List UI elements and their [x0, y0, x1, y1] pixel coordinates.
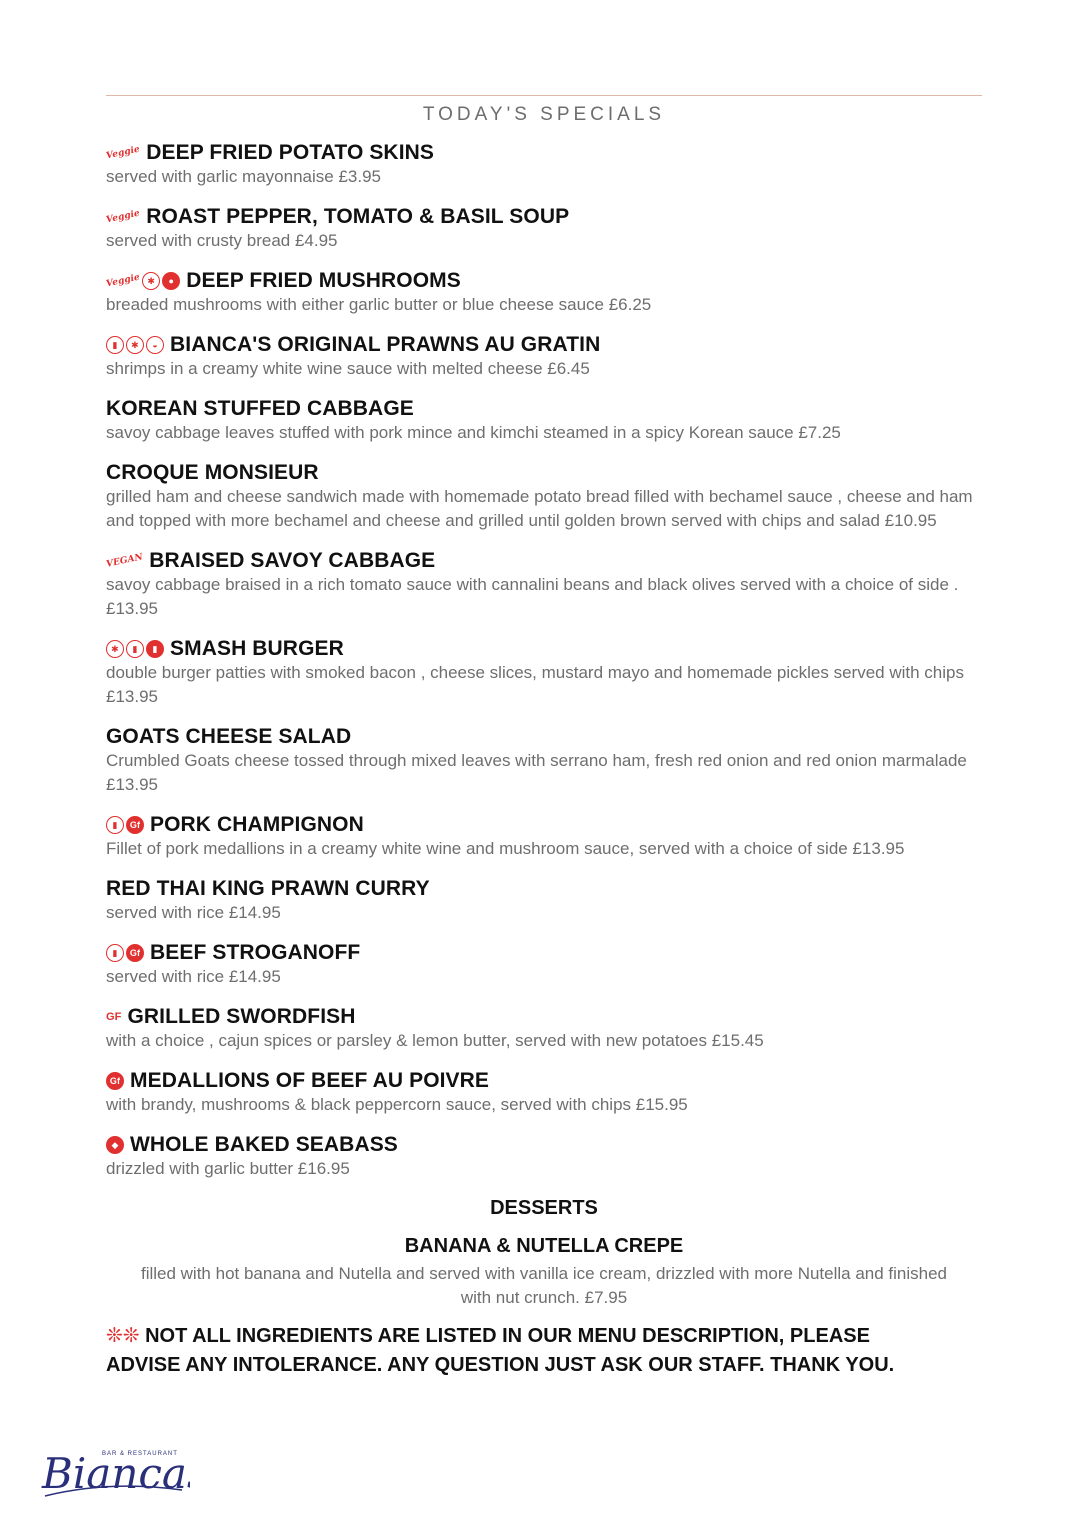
crustacean-icon: ◒ [146, 336, 164, 354]
item-description: breaded mushrooms with either garlic butter or blue cheese sauce £6.25 [106, 295, 652, 314]
item-title: DEEP FRIED MUSHROOMS [186, 269, 461, 292]
logo-tagline: BAR & RESTAURANT [102, 1451, 178, 1457]
item-title: BEEF STROGANOFF [150, 941, 361, 964]
menu-item [106, 1067, 976, 1117]
mustard-icon: ▮ [146, 640, 164, 658]
menu-item [106, 875, 976, 925]
item-title: BRAISED SAVOY CABBAGE [149, 549, 436, 572]
gluten-free-icon: Gf [126, 944, 144, 962]
item-description: Crumbled Goats cheese tossed through mixed leaves with serrano ham, fresh red onion and red onion marmalade £13.95 [106, 751, 967, 794]
allergen-notice [106, 1322, 906, 1380]
menu-item [106, 1131, 976, 1181]
gluten-free-icon: Gf [106, 1072, 124, 1090]
gluten-free-icon: GF [106, 1011, 122, 1023]
menu-item [106, 811, 976, 861]
item-description: savoy cabbage leaves stuffed with pork mince and kimchi steamed in a spicy Korean sauce £7.25 [106, 423, 841, 442]
asterisk-icon: ❊❊ [106, 1325, 140, 1347]
item-description: Fillet of pork medallions in a creamy white wine and mushroom sauce, served with a choice of side £13.95 [106, 839, 905, 858]
menu-item [106, 203, 976, 253]
veggie-icon: Veggie [105, 272, 141, 290]
item-description: served with garlic mayonnaise £3.95 [106, 167, 381, 186]
item-description: served with crusty bread £4.95 [106, 231, 338, 250]
item-description: double burger patties with smoked bacon , cheese slices, mustard mayo and homemade pickles served with chips £13.95 [106, 663, 964, 706]
item-title: GRILLED SWORDFISH [127, 1005, 356, 1028]
menu-item [106, 1003, 976, 1053]
milk-icon: ▮ [106, 336, 124, 354]
item-description: grilled ham and cheese sandwich made with homemade potato bread filled with bechamel sauce , cheese and ham and topped with more bechamel and cheese and grilled until golden brown served with chips and salad £10.95 [106, 487, 973, 530]
item-title: RED THAI KING PRAWN CURRY [106, 877, 430, 900]
menu-item [106, 547, 976, 621]
menu-item [106, 723, 976, 797]
gluten-icon: ✱ [126, 336, 144, 354]
dessert-title: BANANA & NUTELLA CREPE [404, 1235, 684, 1257]
gluten-icon: ✱ [106, 640, 124, 658]
menu-item [106, 331, 976, 381]
item-title: KOREAN STUFFED CABBAGE [106, 397, 414, 420]
item-description: with brandy, mushrooms & black peppercorn sauce, served with chips £15.95 [106, 1095, 688, 1114]
item-title: ROAST PEPPER, TOMATO & BASIL SOUP [146, 205, 570, 228]
specials-list [106, 139, 976, 1195]
item-description: served with rice £14.95 [106, 967, 281, 986]
desserts-heading: DESSERTS [490, 1197, 598, 1219]
item-title: GOATS CHEESE SALAD [106, 725, 352, 748]
item-description: drizzled with garlic butter £16.95 [106, 1159, 350, 1178]
item-title: BIANCA'S ORIGINAL PRAWNS AU GRATIN [170, 333, 601, 356]
menu-item [106, 139, 976, 189]
fish-icon: ◆ [106, 1136, 124, 1154]
vegan-icon: VEGAN [105, 552, 144, 570]
egg-icon: ● [162, 272, 180, 290]
item-title: CROQUE MONSIEUR [106, 461, 319, 484]
menu-item [106, 939, 976, 989]
milk-icon: ▮ [126, 640, 144, 658]
veggie-icon: Veggie [105, 144, 141, 162]
item-title: MEDALLIONS OF BEEF AU POIVRE [130, 1069, 490, 1092]
milk-icon: ▮ [106, 944, 124, 962]
menu-item [106, 635, 976, 709]
menu-item [106, 395, 976, 445]
item-title: DEEP FRIED POTATO SKINS [146, 141, 435, 164]
restaurant-logo [40, 1440, 190, 1505]
milk-icon: ▮ [106, 816, 124, 834]
logo-graphic [40, 1440, 190, 1505]
gluten-free-icon: Gf [126, 816, 144, 834]
logo-wordmark: Bianca [42, 1449, 187, 1498]
notice-text: NOT ALL INGREDIENTS ARE LISTED IN OUR MENU DESCRIPTION, PLEASE ADVISE ANY INTOLERANCE. ANY QUESTION JUST ASK OUR STAFF. THANK YOU. [106, 1325, 895, 1376]
item-description: shrimps in a creamy white wine sauce with melted cheese £6.45 [106, 359, 590, 378]
item-title: PORK CHAMPIGNON [150, 813, 364, 836]
item-description: served with rice £14.95 [106, 903, 281, 922]
gluten-icon: ✱ [142, 272, 160, 290]
item-title: SMASH BURGER [170, 637, 344, 660]
menu-item [106, 267, 976, 317]
item-title: WHOLE BAKED SEABASS [130, 1133, 398, 1156]
item-description: with a choice , cajun spices or parsley & lemon butter, served with new potatoes £15.45 [106, 1031, 764, 1050]
veggie-icon: Veggie [105, 208, 141, 226]
page-title: TODAY'S SPECIALS [422, 104, 666, 125]
top-divider [106, 95, 982, 96]
dessert-description: filled with hot banana and Nutella and served with vanilla ice cream, drizzled with more Nutella and finished with nut crunch. £7.95 [140, 1264, 948, 1307]
item-description: savoy cabbage braised in a rich tomato sauce with cannalini beans and black olives served with a choice of side . £13.95 [106, 575, 959, 618]
menu-item [106, 459, 976, 533]
